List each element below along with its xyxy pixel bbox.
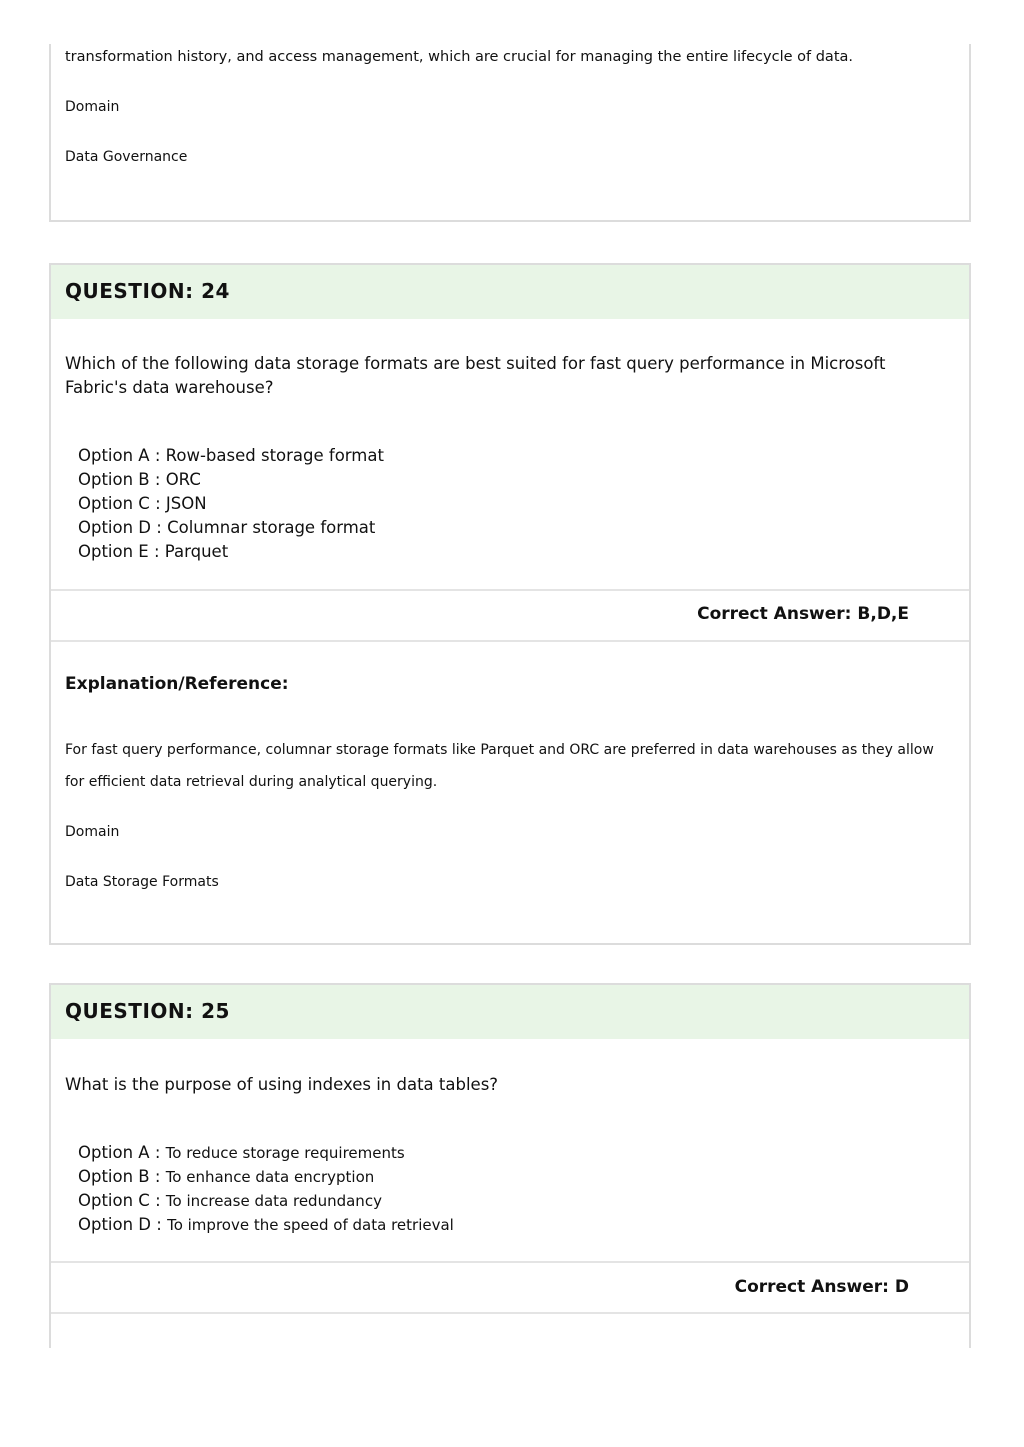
divider xyxy=(51,640,969,642)
option-a xyxy=(78,444,384,468)
question-25-card xyxy=(49,983,971,1348)
domain-value: Data Storage Formats xyxy=(65,874,219,890)
previous-question-card xyxy=(49,44,971,222)
correct-answer: Correct Answer: D xyxy=(734,1277,909,1297)
option-value: JSON xyxy=(165,494,207,513)
option-label: Option D : xyxy=(78,1215,162,1234)
option-value: Columnar storage format xyxy=(167,518,376,537)
option-e xyxy=(78,540,384,564)
option-b xyxy=(78,1165,454,1189)
question-header xyxy=(51,985,969,1039)
domain-label: Domain xyxy=(65,99,120,115)
option-value: To reduce storage requirements xyxy=(165,1144,405,1162)
question-header xyxy=(51,265,969,319)
option-c xyxy=(78,1189,454,1213)
option-value: Row-based storage format xyxy=(165,446,384,465)
option-label: Option D : xyxy=(78,518,162,537)
explanation-text: For fast query performance, columnar storage formats like Parquet and ORC are preferred in data warehouses as they allow for efficient data retrieval during analytical querying. xyxy=(65,742,934,790)
question-text: What is the purpose of using indexes in data tables? xyxy=(65,1075,499,1094)
option-value: To enhance data encryption xyxy=(165,1168,375,1186)
option-label: Option B : xyxy=(78,1167,161,1186)
option-label: Option C : xyxy=(78,494,161,513)
option-label: Option B : xyxy=(78,470,161,489)
domain-value: Data Governance xyxy=(65,149,188,165)
option-b xyxy=(78,468,384,492)
option-label: Option E : xyxy=(78,542,160,561)
option-a xyxy=(78,1141,454,1165)
question-text: Which of the following data storage formats are best suited for fast query performance in Microsoft Fabric's data warehouse? xyxy=(65,354,886,397)
option-value: To increase data redundancy xyxy=(165,1192,382,1210)
domain-label: Domain xyxy=(65,824,120,840)
divider xyxy=(51,589,969,591)
option-d xyxy=(78,1213,454,1237)
option-value: ORC xyxy=(165,470,201,489)
option-value: Parquet xyxy=(164,542,229,561)
explanation-heading: Explanation/Reference: xyxy=(65,674,289,694)
explanation-continuation-text: transformation history, and access management, which are crucial for managing the entire lifecycle of data. xyxy=(65,49,853,65)
question-title: QUESTION: 24 xyxy=(65,279,230,303)
divider xyxy=(51,1312,969,1314)
correct-answer: Correct Answer: B,D,E xyxy=(697,604,909,624)
question-24-card xyxy=(49,263,971,945)
option-label: Option C : xyxy=(78,1191,161,1210)
option-value: To improve the speed of data retrieval xyxy=(167,1216,454,1234)
option-label: Option A : xyxy=(78,446,161,465)
option-d xyxy=(78,516,384,540)
divider xyxy=(51,1261,969,1263)
option-label: Option A : xyxy=(78,1143,161,1162)
options-list xyxy=(78,444,384,564)
options-list xyxy=(78,1141,454,1237)
question-title: QUESTION: 25 xyxy=(65,999,230,1023)
option-c xyxy=(78,492,384,516)
